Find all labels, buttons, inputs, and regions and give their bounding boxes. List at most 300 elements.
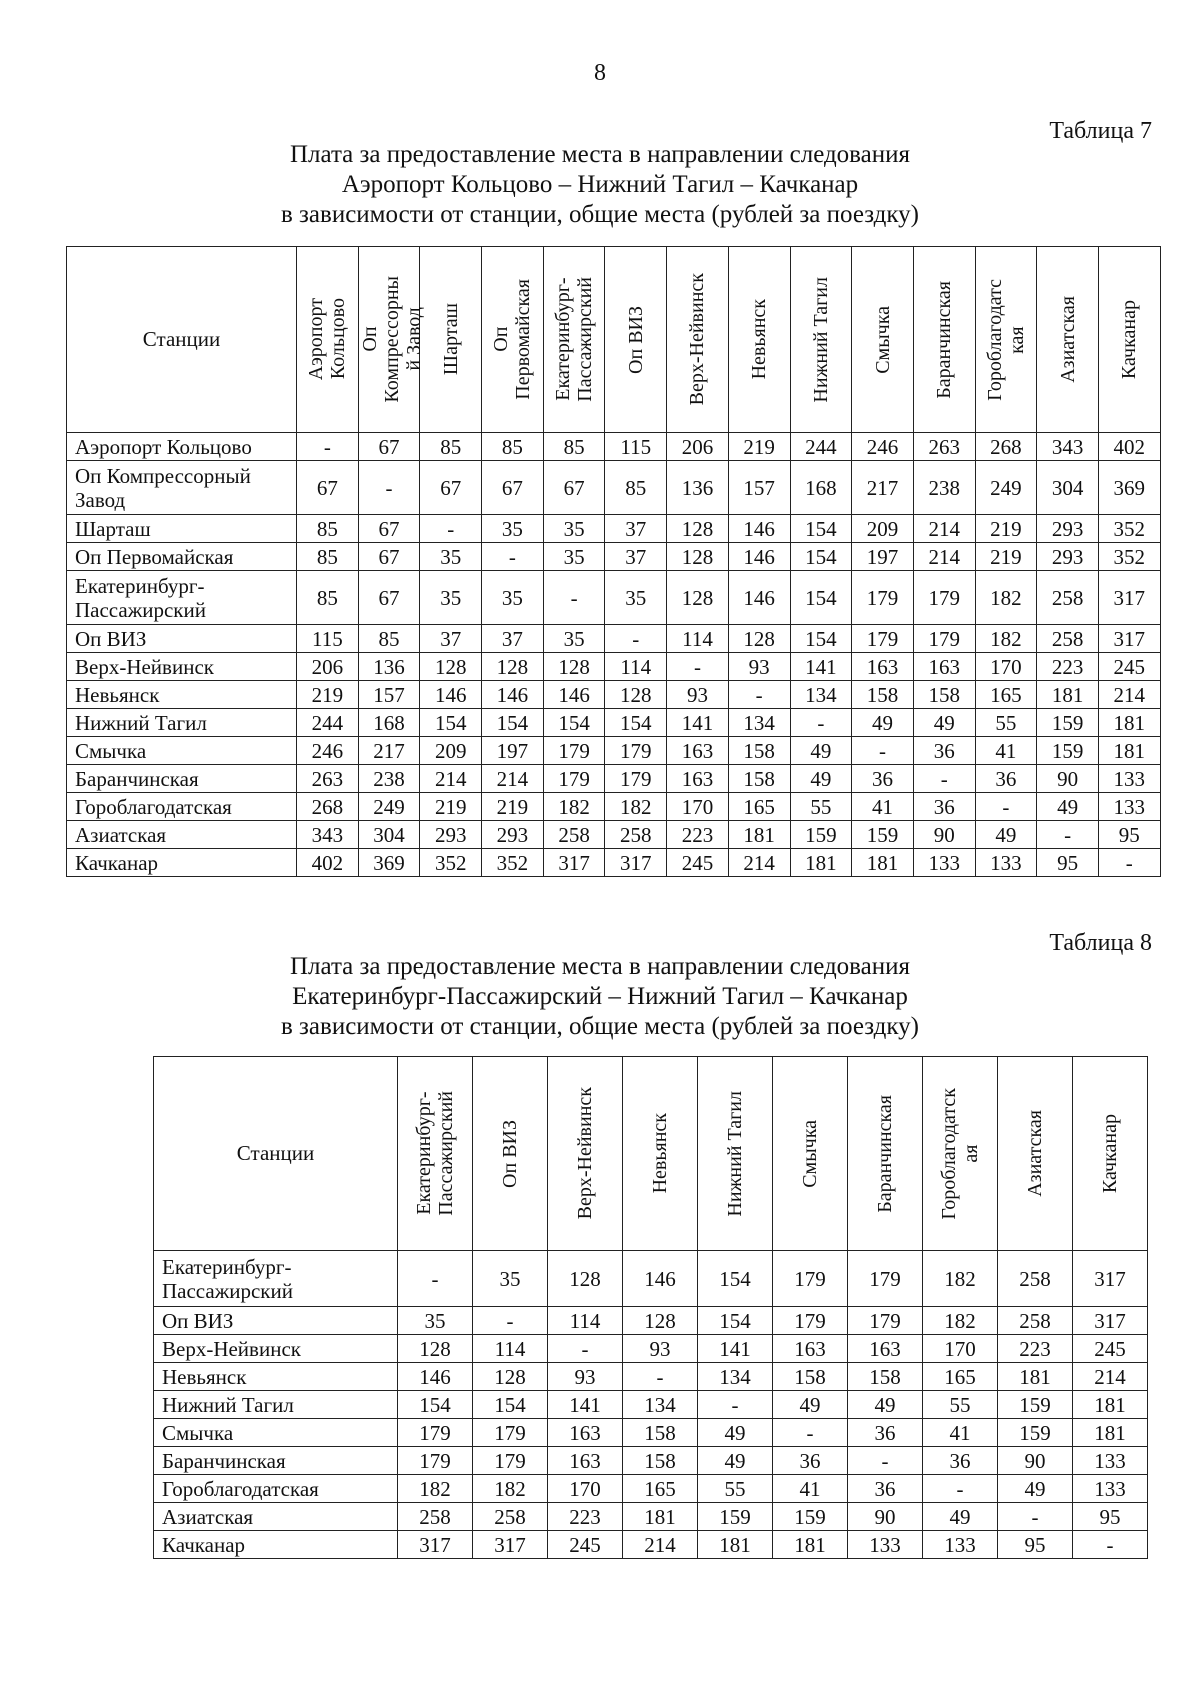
column-header <box>852 247 914 433</box>
fare-cell: 159 <box>998 1391 1073 1419</box>
fare-cell: 37 <box>420 625 482 653</box>
table-row <box>154 1391 1148 1419</box>
fare-cell: - <box>420 515 482 543</box>
fare-cell: 95 <box>998 1531 1073 1559</box>
fare-cell: 114 <box>667 625 729 653</box>
fare-cell: 128 <box>623 1307 698 1335</box>
fare-cell: 55 <box>923 1391 998 1419</box>
fare-cell: 181 <box>698 1531 773 1559</box>
fare-cell: 49 <box>790 765 852 793</box>
fare-cell: 85 <box>358 625 420 653</box>
table-row <box>67 849 1161 877</box>
fare-cell: 245 <box>548 1531 623 1559</box>
row-station-name: Оп Первомайская <box>67 543 297 571</box>
table-7-caption-line-2: Аэропорт Кольцово – Нижний Тагил – Качканар <box>341 171 859 198</box>
fare-cell: 168 <box>358 709 420 737</box>
fare-cell: 158 <box>848 1363 923 1391</box>
fare-cell: 133 <box>913 849 975 877</box>
fare-cell: 182 <box>543 793 605 821</box>
fare-cell: 85 <box>297 571 359 625</box>
fare-cell: 268 <box>975 433 1037 461</box>
fare-cell: 158 <box>852 681 914 709</box>
fare-cell: 170 <box>667 793 729 821</box>
table-row <box>154 1335 1148 1363</box>
fare-cell: 158 <box>728 737 790 765</box>
fare-cell: 159 <box>1037 737 1099 765</box>
fare-cell: 93 <box>667 681 729 709</box>
column-header <box>698 1057 773 1251</box>
fare-cell: 163 <box>848 1335 923 1363</box>
fare-cell: 49 <box>913 709 975 737</box>
fare-cell: 179 <box>398 1447 473 1475</box>
fare-cell: 209 <box>852 515 914 543</box>
row-station-name: Шарташ <box>67 515 297 543</box>
fare-cell: 223 <box>1037 653 1099 681</box>
fare-cell: 154 <box>790 625 852 653</box>
column-header-label: Баранчинская <box>874 1094 896 1213</box>
fare-cell: 154 <box>698 1307 773 1335</box>
fare-cell: - <box>790 709 852 737</box>
fare-cell: 36 <box>975 765 1037 793</box>
fare-cell: 134 <box>790 681 852 709</box>
fare-cell: 168 <box>790 461 852 515</box>
fare-cell: 163 <box>548 1447 623 1475</box>
fare-cell: 181 <box>1073 1391 1148 1419</box>
fare-cell: 154 <box>790 515 852 543</box>
fare-cell: 206 <box>297 653 359 681</box>
fare-cell: 317 <box>1098 571 1160 625</box>
fare-cell: 258 <box>473 1503 548 1531</box>
fare-cell: 181 <box>1037 681 1099 709</box>
fare-cell: - <box>605 625 667 653</box>
table-row <box>67 653 1161 681</box>
column-header <box>1037 247 1099 433</box>
fare-cell: 35 <box>605 571 667 625</box>
fare-cell: 402 <box>297 849 359 877</box>
fare-cell: 238 <box>913 461 975 515</box>
fare-cell: 181 <box>998 1363 1073 1391</box>
fare-cell: 93 <box>728 653 790 681</box>
row-station-name: Невьянск <box>67 681 297 709</box>
fare-cell: 181 <box>790 849 852 877</box>
fare-cell: 293 <box>482 821 544 849</box>
fare-cell: 214 <box>482 765 544 793</box>
table-row <box>67 765 1161 793</box>
fare-cell: 95 <box>1098 821 1160 849</box>
fare-cell: 244 <box>297 709 359 737</box>
fare-cell: 159 <box>790 821 852 849</box>
fare-cell: 219 <box>728 433 790 461</box>
table-7-caption-line-1: Плата за предоставление места в направлении следования <box>289 141 911 168</box>
fare-cell: 67 <box>358 571 420 625</box>
table-row <box>67 625 1161 653</box>
table-row <box>154 1531 1148 1559</box>
fare-cell: 317 <box>605 849 667 877</box>
fare-cell: 163 <box>913 653 975 681</box>
fare-cell: 67 <box>482 461 544 515</box>
fare-cell: - <box>473 1307 548 1335</box>
fare-cell: 163 <box>667 765 729 793</box>
column-header <box>913 247 975 433</box>
column-header <box>398 1057 473 1251</box>
fare-cell: 179 <box>543 737 605 765</box>
column-header-label: Верх-Нейвинск <box>686 273 709 406</box>
fare-cell: 133 <box>1098 793 1160 821</box>
row-station-name: Верх-Нейвинск <box>154 1335 398 1363</box>
fare-cell: 67 <box>420 461 482 515</box>
fare-cell: 179 <box>473 1447 548 1475</box>
fare-cell: 263 <box>297 765 359 793</box>
fare-cell: 165 <box>923 1363 998 1391</box>
fare-cell: 217 <box>852 461 914 515</box>
fare-cell: 165 <box>975 681 1037 709</box>
fare-cell: - <box>913 765 975 793</box>
fare-cell: 128 <box>605 681 667 709</box>
table-8-caption-line-3: в зависимости от станции, общие места (рублей за поездку) <box>280 1013 919 1040</box>
fare-cell: 36 <box>852 765 914 793</box>
column-header <box>728 247 790 433</box>
row-station-name: Баранчинская <box>67 765 297 793</box>
column-header <box>1098 247 1160 433</box>
fare-cell: 158 <box>728 765 790 793</box>
fare-cell: 181 <box>728 821 790 849</box>
fare-cell: 85 <box>543 433 605 461</box>
fare-cell: 182 <box>923 1307 998 1335</box>
fare-cell: 146 <box>420 681 482 709</box>
table-row <box>67 515 1161 543</box>
fare-cell: 141 <box>548 1391 623 1419</box>
page-number: 8 <box>594 60 606 86</box>
column-header <box>358 247 425 433</box>
fare-cell: 159 <box>998 1419 1073 1447</box>
fare-cell: 36 <box>773 1447 848 1475</box>
fare-cell: 258 <box>605 821 667 849</box>
fare-cell: 90 <box>848 1503 923 1531</box>
fare-cell: 181 <box>773 1531 848 1559</box>
fare-cell: 114 <box>548 1307 623 1335</box>
table-row <box>154 1475 1148 1503</box>
fare-cell: 154 <box>420 709 482 737</box>
fare-cell: 258 <box>998 1307 1073 1335</box>
row-station-name: Оп ВИЗ <box>67 625 297 653</box>
fare-cell: 258 <box>1037 571 1099 625</box>
column-header-label: Качканар <box>1099 1113 1121 1194</box>
fare-cell: 369 <box>1098 461 1160 515</box>
column-header <box>1073 1057 1148 1251</box>
fare-cell: 317 <box>398 1531 473 1559</box>
fare-cell: 268 <box>297 793 359 821</box>
fare-cell: 114 <box>605 653 667 681</box>
fare-cell: - <box>667 653 729 681</box>
fare-cell: 35 <box>482 571 544 625</box>
fare-cell: 55 <box>790 793 852 821</box>
fare-cell: 214 <box>913 515 975 543</box>
fare-cell: 133 <box>923 1531 998 1559</box>
column-header <box>605 247 667 433</box>
fare-cell: 343 <box>297 821 359 849</box>
column-header <box>473 1057 548 1251</box>
column-header-label: Качканар <box>1118 299 1141 380</box>
fare-cell: - <box>358 461 420 515</box>
fare-cell: 163 <box>667 737 729 765</box>
fare-cell: 35 <box>482 515 544 543</box>
column-header <box>848 1057 923 1251</box>
fare-cell: 93 <box>623 1335 698 1363</box>
fare-cell: 179 <box>913 571 975 625</box>
fare-cell: 67 <box>543 461 605 515</box>
fare-cell: 304 <box>1037 461 1099 515</box>
table-8-label: Таблица 8 <box>1049 930 1152 956</box>
fare-cell: 154 <box>790 571 852 625</box>
table-row <box>67 571 1161 625</box>
column-header-label: Гороблагодатс кая <box>983 278 1028 401</box>
fare-cell: 49 <box>998 1475 1073 1503</box>
fare-cell: 159 <box>1037 709 1099 737</box>
fare-cell: 163 <box>548 1419 623 1447</box>
fare-cell: 134 <box>698 1363 773 1391</box>
fare-cell: 244 <box>790 433 852 461</box>
row-station-name: Оп ВИЗ <box>154 1307 398 1335</box>
fare-cell: 352 <box>482 849 544 877</box>
column-header-label: Оп Первомайская <box>490 279 535 400</box>
fare-cell: 154 <box>398 1391 473 1419</box>
fare-cell: 146 <box>728 543 790 571</box>
fare-cell: 182 <box>398 1475 473 1503</box>
fare-cell: 317 <box>1098 625 1160 653</box>
fare-cell: 238 <box>358 765 420 793</box>
fare-cell: 146 <box>728 571 790 625</box>
fare-cell: 136 <box>667 461 729 515</box>
column-header-label: Оп ВИЗ <box>499 1119 521 1188</box>
column-header <box>790 247 852 433</box>
column-header-label: Азиатская <box>1024 1110 1046 1197</box>
fare-cell: 197 <box>482 737 544 765</box>
fare-cell: 165 <box>623 1475 698 1503</box>
fare-cell: 141 <box>698 1335 773 1363</box>
fare-cell: - <box>543 571 605 625</box>
fare-cell: 49 <box>790 737 852 765</box>
fare-cell: 181 <box>852 849 914 877</box>
fare-cell: 165 <box>728 793 790 821</box>
fare-cell: 157 <box>358 681 420 709</box>
fare-cell: 134 <box>728 709 790 737</box>
column-header <box>482 247 544 433</box>
column-header <box>773 1057 848 1251</box>
fare-cell: - <box>728 681 790 709</box>
fare-cell: 214 <box>420 765 482 793</box>
fare-cell: 293 <box>1037 515 1099 543</box>
table-7-caption <box>0 140 1200 230</box>
fare-cell: 179 <box>852 571 914 625</box>
fare-cell: 154 <box>605 709 667 737</box>
fare-cell: 263 <box>913 433 975 461</box>
table-7-caption-line-3: в зависимости от станции, общие места (рублей за поездку) <box>280 201 919 228</box>
fare-cell: 90 <box>998 1447 1073 1475</box>
fare-cell: 49 <box>773 1391 848 1419</box>
fare-cell: 209 <box>420 737 482 765</box>
fare-cell: 114 <box>473 1335 548 1363</box>
row-station-name: Гороблагодатская <box>67 793 297 821</box>
fare-cell: 85 <box>297 515 359 543</box>
fare-cell: - <box>297 433 359 461</box>
fare-cell: 182 <box>473 1475 548 1503</box>
fare-cell: 85 <box>482 433 544 461</box>
fare-cell: 49 <box>852 709 914 737</box>
column-header-label: Азиатская <box>1056 296 1079 383</box>
column-header <box>923 1057 998 1251</box>
table-row <box>154 1503 1148 1531</box>
fare-cell: 49 <box>698 1419 773 1447</box>
fare-cell: 223 <box>548 1503 623 1531</box>
row-station-name: Азиатская <box>67 821 297 849</box>
fare-cell: 258 <box>398 1503 473 1531</box>
fare-cell: 219 <box>975 543 1037 571</box>
fare-cell: 181 <box>623 1503 698 1531</box>
table-row <box>67 737 1161 765</box>
fare-cell: 249 <box>975 461 1037 515</box>
fare-cell: 219 <box>482 793 544 821</box>
column-header-label: Невьянск <box>748 299 771 380</box>
fare-cell: 35 <box>420 571 482 625</box>
fare-cell: 67 <box>297 461 359 515</box>
fare-cell: 37 <box>605 515 667 543</box>
table-row <box>67 461 1161 515</box>
fare-cell: 154 <box>790 543 852 571</box>
fare-cell: - <box>773 1419 848 1447</box>
fare-cell: 170 <box>923 1335 998 1363</box>
fare-cell: 181 <box>1073 1419 1148 1447</box>
fare-cell: 369 <box>358 849 420 877</box>
column-header <box>975 247 1037 433</box>
fare-cell: 293 <box>420 821 482 849</box>
row-station-name: Смычка <box>154 1419 398 1447</box>
fare-cell: 37 <box>482 625 544 653</box>
row-station-name: Нижний Тагил <box>154 1391 398 1419</box>
table-row <box>67 709 1161 737</box>
column-header <box>998 1057 1073 1251</box>
row-station-name: Качканар <box>67 849 297 877</box>
fare-cell: 159 <box>773 1503 848 1531</box>
fare-cell: 159 <box>852 821 914 849</box>
column-header-label: Смычка <box>871 305 894 374</box>
fare-cell: 245 <box>1073 1335 1148 1363</box>
row-station-name: Екатеринбург-Пассажирский <box>67 571 297 625</box>
fare-cell: 258 <box>1037 625 1099 653</box>
fare-cell: 179 <box>773 1251 848 1307</box>
fare-cell: 249 <box>358 793 420 821</box>
fare-cell: 179 <box>605 737 667 765</box>
fare-cell: 49 <box>1037 793 1099 821</box>
fare-cell: 146 <box>543 681 605 709</box>
fare-cell: 179 <box>848 1251 923 1307</box>
fare-cell: 179 <box>848 1307 923 1335</box>
fare-cell: - <box>548 1335 623 1363</box>
table-8-caption-line-2: Екатеринбург-Пассажирский – Нижний Тагил – Качканар <box>292 983 908 1010</box>
table-row <box>154 1363 1148 1391</box>
fare-cell: 128 <box>667 571 729 625</box>
column-header-label: Невьянск <box>649 1113 671 1194</box>
fare-cell: 136 <box>358 653 420 681</box>
fare-cell: 35 <box>473 1251 548 1307</box>
fare-cell: 258 <box>998 1251 1073 1307</box>
fare-cell: 146 <box>728 515 790 543</box>
column-header-label: Екатеринбург- Пассажирский <box>413 1091 457 1216</box>
fare-cell: 214 <box>623 1531 698 1559</box>
fare-cell: 55 <box>698 1475 773 1503</box>
fare-cell: 246 <box>852 433 914 461</box>
row-station-name: Качканар <box>154 1531 398 1559</box>
table-row <box>67 681 1161 709</box>
column-header <box>667 247 729 433</box>
column-header-label: Оп Компрессорны й Завод <box>358 276 425 403</box>
fare-cell: - <box>998 1503 1073 1531</box>
row-station-name: Нижний Тагил <box>67 709 297 737</box>
fare-cell: 146 <box>482 681 544 709</box>
fare-cell: 214 <box>728 849 790 877</box>
fare-cell: 90 <box>913 821 975 849</box>
column-header-label: Нижний Тагил <box>724 1090 746 1217</box>
column-header-label: Верх-Нейвинск <box>574 1087 596 1220</box>
table-row <box>67 821 1161 849</box>
fare-cell: - <box>482 543 544 571</box>
fare-cell: - <box>398 1251 473 1307</box>
row-station-name: Гороблагодатская <box>154 1475 398 1503</box>
fare-cell: - <box>975 793 1037 821</box>
fare-cell: 133 <box>1073 1475 1148 1503</box>
fare-cell: 179 <box>852 625 914 653</box>
fare-cell: 146 <box>623 1251 698 1307</box>
fare-cell: 49 <box>698 1447 773 1475</box>
fare-cell: 293 <box>1037 543 1099 571</box>
row-station-name: Баранчинская <box>154 1447 398 1475</box>
fare-cell: 146 <box>398 1363 473 1391</box>
fare-cell: 128 <box>543 653 605 681</box>
fare-cell: 181 <box>1098 737 1160 765</box>
fare-cell: 343 <box>1037 433 1099 461</box>
fare-cell: 182 <box>975 571 1037 625</box>
fare-cell: 67 <box>358 543 420 571</box>
column-header-label: Оп ВИЗ <box>624 305 647 374</box>
fare-cell: 197 <box>852 543 914 571</box>
table-row <box>67 433 1161 461</box>
fare-cell: 128 <box>667 515 729 543</box>
fare-cell: 128 <box>473 1363 548 1391</box>
fare-cell: 219 <box>975 515 1037 543</box>
fare-cell: 36 <box>913 737 975 765</box>
fare-cell: 133 <box>1073 1447 1148 1475</box>
row-station-name: Смычка <box>67 737 297 765</box>
fare-cell: 55 <box>975 709 1037 737</box>
fare-cell: 41 <box>773 1475 848 1503</box>
fare-cell: 128 <box>482 653 544 681</box>
column-header <box>297 247 359 433</box>
fare-cell: 36 <box>923 1447 998 1475</box>
fare-cell: 163 <box>852 653 914 681</box>
fare-cell: 352 <box>1098 515 1160 543</box>
fare-cell: 133 <box>975 849 1037 877</box>
fare-cell: 35 <box>398 1307 473 1335</box>
fare-cell: 179 <box>398 1419 473 1447</box>
fare-cell: 85 <box>420 433 482 461</box>
fare-cell: 245 <box>1098 653 1160 681</box>
table-row <box>154 1419 1148 1447</box>
fare-cell: 158 <box>623 1447 698 1475</box>
fare-cell: 352 <box>1098 543 1160 571</box>
fare-cell: 115 <box>297 625 359 653</box>
fare-cell: 179 <box>773 1307 848 1335</box>
fare-cell: 41 <box>975 737 1037 765</box>
fare-cell: 245 <box>667 849 729 877</box>
